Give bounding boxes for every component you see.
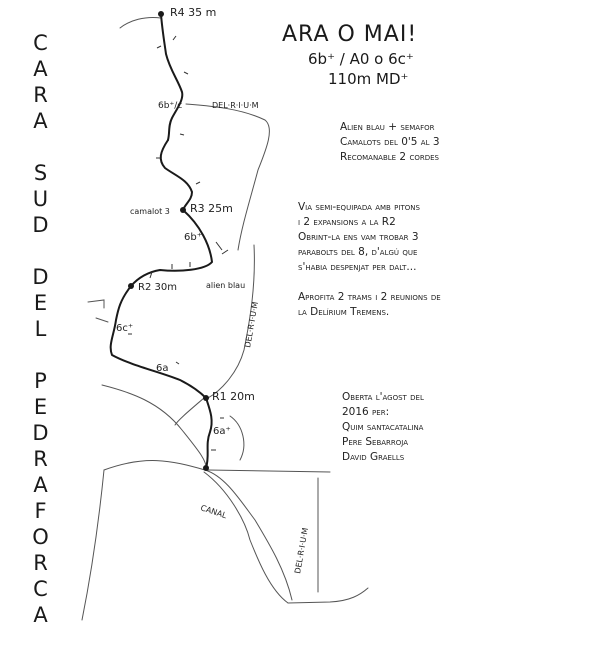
note-line: Obrint-la ens vam trobar 3 [298, 231, 419, 243]
rock-edge-lower-left [82, 470, 104, 620]
side-title-letter: S [33, 161, 49, 185]
side-title-letter: E [33, 291, 49, 315]
note-line: Pere Sebarroja [342, 436, 409, 448]
pitch-grade-p4: 6b⁺/c [158, 101, 183, 111]
side-title-letter: P [34, 369, 48, 393]
note-line: Recomanable 2 cordes [340, 151, 439, 163]
tremens-notes [298, 290, 441, 320]
side-title-letter: A [33, 109, 49, 133]
note-line: i 2 expansions a la R2 [298, 216, 396, 228]
pitch-grade-p1: 6a [156, 363, 169, 374]
belay-r1-dot [203, 395, 209, 401]
side-title-letter: L [34, 317, 48, 341]
side-title-letter: D [32, 213, 50, 237]
side-title-letter: R [33, 551, 49, 575]
canal-label: CANAL [199, 503, 228, 521]
delirium-label-low: DEL·R·I·U·M [293, 526, 311, 575]
pitch-grade-p2: 6c⁺ [116, 323, 134, 334]
gear-alien-label: alien blau [206, 281, 246, 290]
credits [342, 390, 424, 465]
bolt-mark [196, 182, 200, 184]
side-title-letter: C [33, 577, 49, 601]
route-line-p2 [111, 286, 206, 398]
note-line: Quim santacatalina [342, 421, 424, 433]
gear-camalot-label: camalot 3 [130, 207, 170, 216]
side-title-letter: A [33, 603, 49, 627]
bolt-mark [157, 46, 161, 48]
note-line: David Graells [342, 451, 405, 463]
rock-edge-canal [204, 472, 288, 603]
side-title-letter: U [32, 187, 50, 211]
belay-r2-label: R2 30m [138, 282, 177, 293]
side-title-letter: C [33, 31, 49, 55]
delirium-label-top: DEL·R·I·U·M [212, 101, 259, 110]
bolt-mark [216, 242, 222, 250]
route-line-p4 [161, 140, 192, 210]
bolt-mark [173, 36, 176, 40]
note-line: parabolts del 8, d'algú que [298, 246, 418, 258]
equipment-notes [298, 200, 420, 275]
rock-edge-ledge-3 [208, 470, 330, 472]
side-title-letter: D [32, 265, 50, 289]
side-title-word-3 [32, 264, 49, 342]
rock-edge-ground [288, 588, 368, 603]
note-line: s'habia despenjat per dalt... [298, 261, 417, 273]
route-line-p3 [131, 210, 212, 286]
note-line: Aprofita 2 trams i 2 reunions de [298, 291, 441, 303]
side-title-letter: R [33, 447, 49, 471]
route-line-p1 [206, 398, 212, 468]
bolt-mark [180, 134, 184, 135]
side-title-letter: A [33, 473, 49, 497]
belay-r3-label: R3 25m [190, 202, 233, 215]
side-title-letter: O [32, 525, 50, 549]
rock-edge-ledge-2 [230, 416, 244, 460]
side-title-letter: A [33, 57, 49, 81]
side-title-letter: F [34, 499, 48, 523]
belay-r4-label: R4 35 m [170, 6, 217, 19]
note-line: Alien blau + semafor [340, 121, 435, 133]
side-title-word-2 [32, 160, 49, 238]
bolt-mark [222, 250, 228, 254]
belay-r2-dot [128, 283, 134, 289]
route-grade: 6b⁺ / A0 o 6c⁺ [308, 50, 414, 68]
route-name: ARA O MAI! [282, 22, 418, 47]
bolt-mark [176, 362, 179, 364]
note-line: Via semi-equipada amb pitons [298, 201, 420, 213]
note-line: Camalots del 0'5 al 3 [340, 136, 440, 148]
side-title-letter: D [32, 421, 50, 445]
rock-edge-small-2 [96, 318, 108, 322]
pitch-grade-p0: 6a⁺ [213, 426, 231, 437]
note-line: Oberta l'agost del [342, 391, 424, 403]
belay-r1-label: R1 20m [212, 390, 255, 403]
side-title [24, 30, 58, 654]
bolt-mark [184, 72, 188, 74]
gear-notes [340, 120, 440, 165]
start-dot [203, 465, 209, 471]
side-title-word-1 [33, 30, 49, 134]
delirium-label-mid: DEL·R·I·U·M [243, 300, 261, 349]
side-title-letter: E [33, 395, 49, 419]
rock-edge-base-curve [104, 461, 292, 600]
route-line-p5 [161, 14, 182, 140]
pitch-grade-p3: 6b⁺ [184, 232, 202, 243]
side-title-word-4 [32, 368, 50, 628]
belay-r3-dot [180, 207, 186, 213]
belay-r4-dot [158, 11, 164, 17]
rock-edge-left-lower [102, 385, 206, 470]
note-line: la Delírium Tremens. [298, 306, 390, 318]
route-length: 110m MD⁺ [328, 70, 409, 88]
rock-edge-small-1 [88, 300, 104, 308]
rock-edge-ledge-1 [175, 398, 204, 425]
note-line: 2016 per: [342, 406, 390, 418]
rock-edge-top [120, 17, 161, 28]
side-title-letter: R [33, 83, 49, 107]
